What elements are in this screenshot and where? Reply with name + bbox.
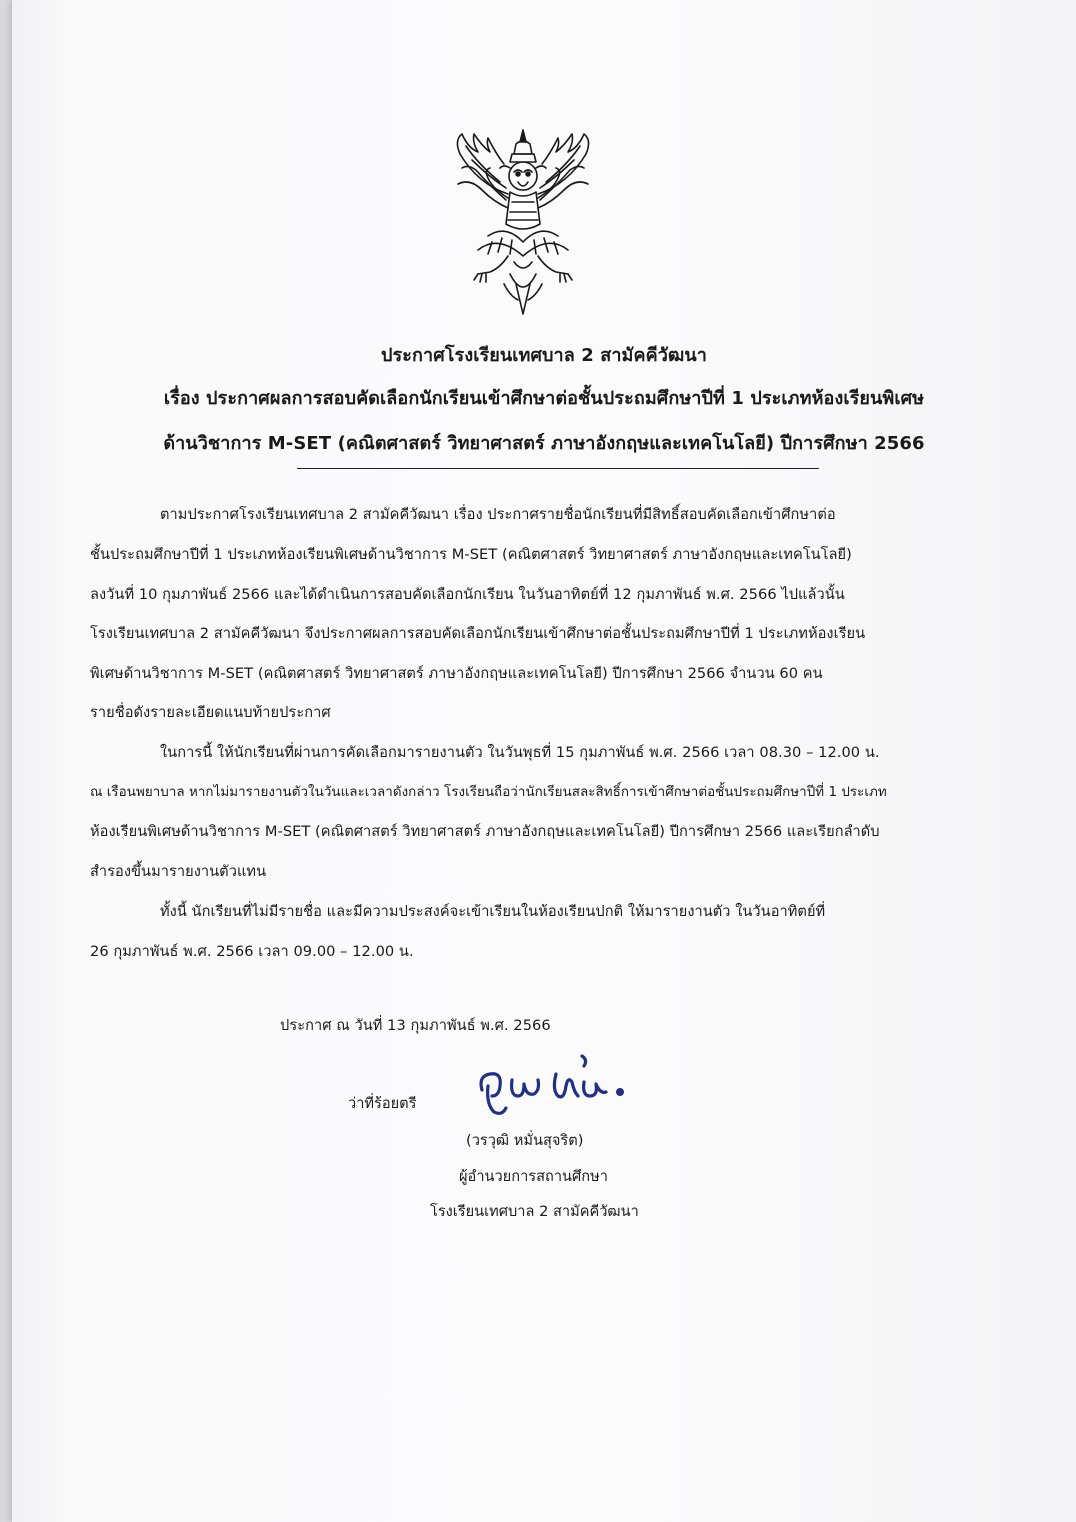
body-line: ในการนี้ ให้นักเรียนที่ผ่านการคัดเลือกมารายงานตัว ในวันพุธที่ 15 กุมภาพันธ์ พ.ศ. 2566 เวลา 08.30 – 12.00 น. <box>160 744 880 761</box>
garuda-emblem-icon <box>448 124 598 320</box>
body-line: ทั้งนี้ นักเรียนที่ไม่มีรายชื่อ และมีความประสงค์จะเข้าเรียนในห้องเรียนปกติ ให้มารายงานตัว ในวันอาทิตย์ที่ <box>160 903 826 920</box>
body-line: ลงวันที่ 10 กุมภาพันธ์ 2566 และได้ดำเนินการสอบคัดเลือกนักเรียน ในวันอาทิตย์ที่ 12 กุมภาพันธ์ พ.ศ. 2566 ไปแล้วนั้น <box>90 586 845 603</box>
document-heading: ประกาศโรงเรียนเทศบาล 2 สามัคคีวัฒนา <box>381 345 707 366</box>
body-line: ณ เรือนพยาบาล หากไม่มารายงานตัวในวันและเวลาดังกล่าว โรงเรียนถือว่านักเรียนสละสิทธิ์การเข้าศึกษาต่อชั้นประถมศึกษาปีที่ 1 ประเภท <box>90 785 887 800</box>
signatory-position: ผู้อำนวยการสถานศึกษา <box>459 1168 608 1185</box>
body-line: ห้องเรียนพิเศษด้านวิชาการ M-SET (คณิตศาสตร์ วิทยาศาสตร์ ภาษาอังกฤษและเทคโนโลยี) ปีการศึกษา 2566 และเรียกลำดับ <box>90 823 880 840</box>
document-subject-continued: ด้านวิชาการ M-SET (คณิตศาสตร์ วิทยาศาสตร์ ภาษาอังกฤษและเทคโนโลยี) ปีการศึกษา 2566 <box>163 433 925 454</box>
body-line: สำรองขึ้นมารายงานตัวแทน <box>90 863 267 880</box>
document-subject: เรื่อง ประกาศผลการสอบคัดเลือกนักเรียนเข้าศึกษาต่อชั้นประถมศึกษาปีที่ 1 ประเภทห้องเรียนพิเศษ <box>163 388 925 409</box>
body-line: ชั้นประถมศึกษาปีที่ 1 ประเภทห้องเรียนพิเศษด้านวิชาการ M-SET (คณิตศาสตร์ วิทยาศาสตร์ ภาษาอังกฤษและเทคโนโลยี) <box>90 546 852 563</box>
body-line: 26 กุมภาพันธ์ พ.ศ. 2566 เวลา 09.00 – 12.00 น. <box>90 943 414 960</box>
body-line: โรงเรียนเทศบาล 2 สามัคคีวัฒนา จึงประกาศผลการสอบคัดเลือกนักเรียนเข้าศึกษาต่อชั้นประถมศึกษาปีที่ 1 ประเภทห้องเรียน <box>90 625 866 642</box>
body-line: พิเศษด้านวิชาการ M-SET (คณิตศาสตร์ วิทยาศาสตร์ ภาษาอังกฤษและเทคโนโลยี) ปีการศึกษา 2566 จำนวน 60 คน <box>90 665 823 682</box>
body-line: รายชื่อดังรายละเอียดแนบท้ายประกาศ <box>90 704 331 721</box>
body-line: ตามประกาศโรงเรียนเทศบาล 2 สามัคคีวัฒนา เรื่อง ประกาศรายชื่อนักเรียนที่มีสิทธิ์สอบคัดเลือกเข้าศึกษาต่อ <box>160 506 836 523</box>
heading-divider <box>297 468 819 469</box>
handwritten-signature <box>472 1046 652 1122</box>
signatory-name: (วรวุฒิ หมั่นสุจริต) <box>466 1132 584 1149</box>
signatory-organization: โรงเรียนเทศบาล 2 สามัคคีวัฒนา <box>430 1203 639 1220</box>
announcement-date: ประกาศ ณ วันที่ 13 กุมภาพันธ์ พ.ศ. 2566 <box>280 1017 551 1034</box>
document-page <box>12 0 1076 1522</box>
signatory-rank: ว่าที่ร้อยตรี <box>348 1095 417 1112</box>
